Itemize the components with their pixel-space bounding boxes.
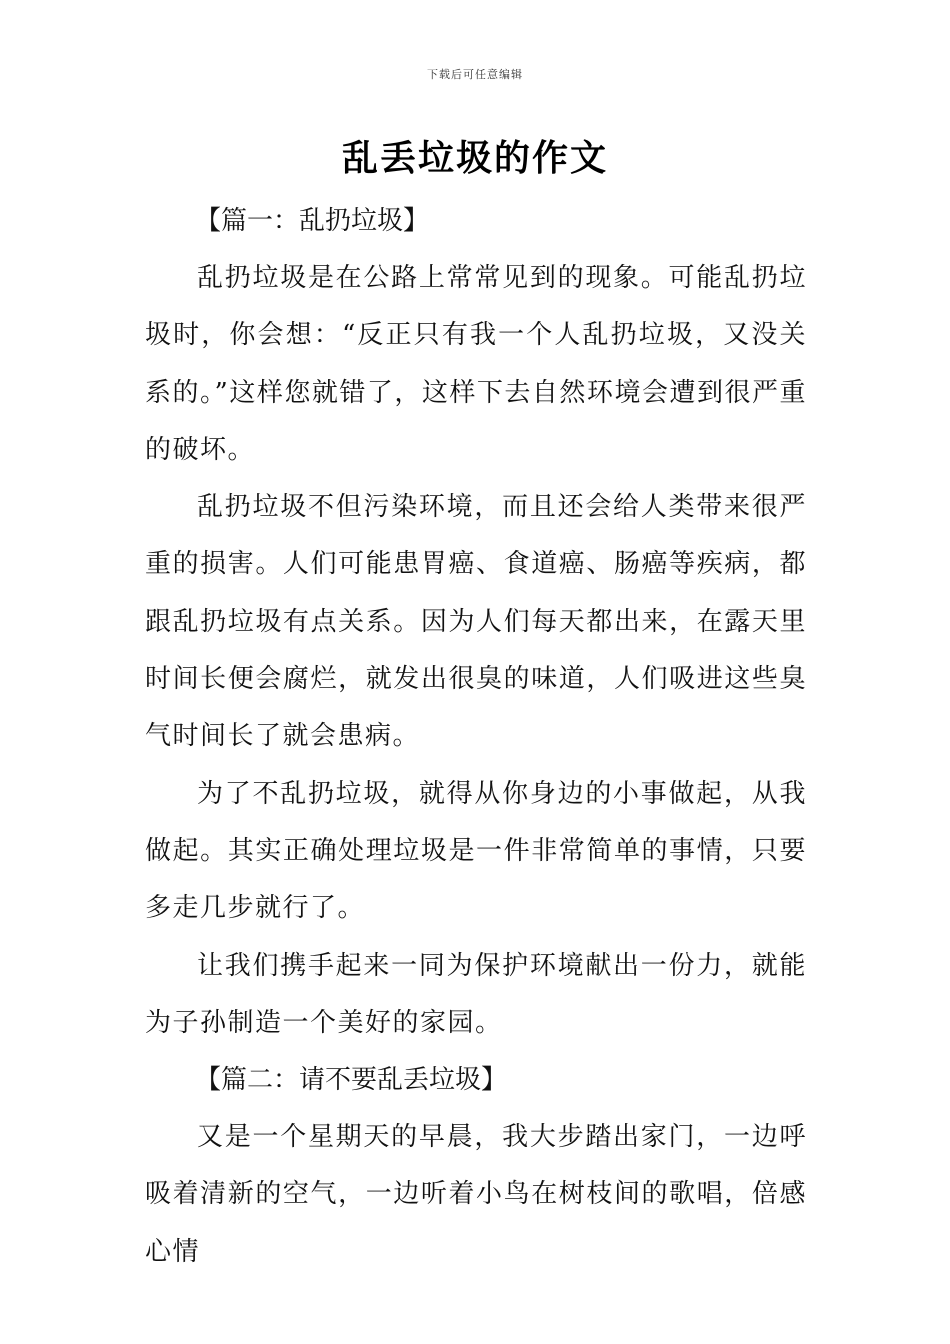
paragraph: 又是一个星期天的早晨，我大步踏出家门，一边呼吸着清新的空气，一边听着小鸟在树枝间的歌唱，倍感心情 xyxy=(145,1122,807,1267)
document-body xyxy=(145,193,807,1281)
paragraph: 乱扔垃圾不但污染环境，而且还会给人类带来很严重的损害。人们可能患胃癌、食道癌、肠癌等疾病，都跟乱扔垃圾有点关系。因为人们每天都出来，在露天里时间长便会腐烂，就发出很臭的味道，人们吸进这些臭气时间长了就会患病。 xyxy=(145,492,807,752)
document-title: 乱丢垃圾的作文 xyxy=(341,138,608,179)
paragraph: 让我们携手起来一同为保护环境献出一份力，就能为子孙制造一个美好的家园。 xyxy=(145,950,807,1038)
section-heading-1: 【篇一：乱扔垃圾】 xyxy=(195,206,430,236)
paragraph: 为了不乱扔垃圾，就得从你身边的小事做起，从我做起。其实正确处理垃圾是一件非常简单的事情，只要多走几步就行了。 xyxy=(145,778,807,924)
paragraph: 乱扔垃圾是在公路上常常见到的现象。可能乱扔垃圾时，你会想：“反正只有我一个人乱扔垃圾，又没关系的。”这样您就错了，这样下去自然环境会遭到很严重的破坏。 xyxy=(145,263,807,465)
section-heading-2: 【篇二：请不要乱丢垃圾】 xyxy=(195,1065,508,1096)
page-header-note: 下载后可任意编辑 xyxy=(427,68,523,81)
